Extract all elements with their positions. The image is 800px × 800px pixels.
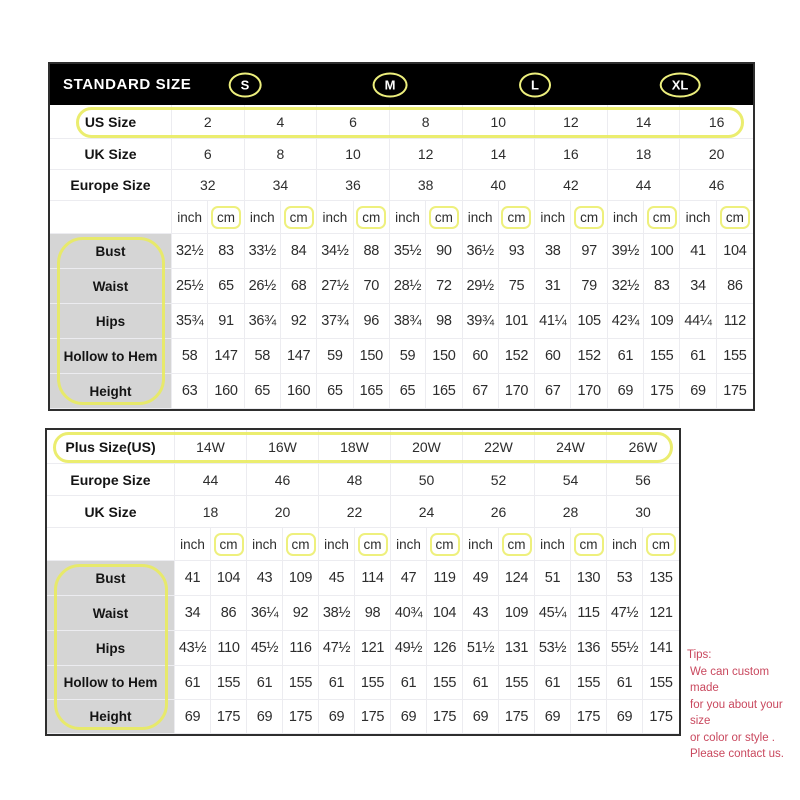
cm-highlight-box: cm <box>501 206 531 229</box>
measure-cell: 40¾ <box>391 596 427 631</box>
measure-cell: 155 <box>644 339 680 374</box>
cm-unit-cell <box>283 528 319 561</box>
size-cell: 26 <box>463 496 535 528</box>
measure-cell: 170 <box>571 374 607 409</box>
measure-cell: 175 <box>499 700 535 734</box>
inch-unit-cell: inch <box>607 528 643 561</box>
measure-cell: 112 <box>717 304 753 339</box>
measure-cell: 69 <box>608 374 644 409</box>
size-cell: 8 <box>245 139 318 170</box>
cm-unit-cell <box>717 201 753 234</box>
measure-cell: 67 <box>463 374 499 409</box>
measure-cell: 43 <box>247 561 283 596</box>
inch-unit-cell: inch <box>319 528 355 561</box>
measure-cell: 175 <box>644 374 680 409</box>
cm-highlight-box: cm <box>430 533 460 556</box>
inch-unit-cell: inch <box>535 201 571 234</box>
measure-cell: 65 <box>317 374 353 409</box>
measure-cell: 83 <box>644 269 680 304</box>
measure-cell: 131 <box>499 631 535 666</box>
measure-cell: 86 <box>717 269 753 304</box>
measure-cell: 69 <box>175 700 211 734</box>
measure-cell: 105 <box>571 304 607 339</box>
size-cell: 22W <box>463 430 535 464</box>
size-cell: 40 <box>463 170 536 201</box>
measure-cell: 32½ <box>172 234 208 269</box>
measure-cell: 41 <box>680 234 716 269</box>
measure-cell: 38¾ <box>390 304 426 339</box>
measure-cell: 100 <box>644 234 680 269</box>
size-cell: 46 <box>247 464 319 496</box>
measure-cell: 141 <box>643 631 679 666</box>
measure-cell: 97 <box>571 234 607 269</box>
size-cell: 56 <box>607 464 679 496</box>
size-cell: 54 <box>535 464 607 496</box>
size-cell: 4 <box>245 105 318 139</box>
measure-cell: 49 <box>463 561 499 596</box>
measure-cell: 31 <box>535 269 571 304</box>
size-cell: 50 <box>391 464 463 496</box>
measure-row-label: Height <box>47 700 175 734</box>
cm-unit-cell <box>426 201 462 234</box>
cm-highlight-box: cm <box>574 206 604 229</box>
cm-unit-cell <box>499 201 535 234</box>
size-badge-l: L <box>519 72 551 97</box>
inch-unit-cell: inch <box>247 528 283 561</box>
measure-cell: 39¾ <box>463 304 499 339</box>
measure-cell: 86 <box>211 596 247 631</box>
size-row-label: Plus Size(US) <box>47 430 175 464</box>
size-cell: 18 <box>175 496 247 528</box>
measure-cell: 136 <box>571 631 607 666</box>
measure-cell: 58 <box>245 339 281 374</box>
size-row-label: UK Size <box>47 496 175 528</box>
size-row-label: Europe Size <box>47 464 175 496</box>
measure-row-label: Hips <box>47 631 175 666</box>
measure-cell: 96 <box>354 304 390 339</box>
size-cell: 44 <box>175 464 247 496</box>
cm-highlight-box: cm <box>720 206 750 229</box>
size-cell: 6 <box>172 139 245 170</box>
cm-unit-cell <box>643 528 679 561</box>
size-cell: 20W <box>391 430 463 464</box>
size-cell: 52 <box>463 464 535 496</box>
measure-cell: 29½ <box>463 269 499 304</box>
cm-highlight-box: cm <box>502 533 532 556</box>
measure-cell: 27½ <box>317 269 353 304</box>
size-row-label: US Size <box>50 105 172 139</box>
measure-cell: 109 <box>283 561 319 596</box>
measure-cell: 55½ <box>607 631 643 666</box>
measure-cell: 59 <box>390 339 426 374</box>
cm-unit-cell <box>354 201 390 234</box>
measure-cell: 43 <box>463 596 499 631</box>
measure-cell: 84 <box>281 234 317 269</box>
measure-cell: 68 <box>281 269 317 304</box>
measure-cell: 61 <box>247 666 283 700</box>
cm-highlight-box: cm <box>211 206 241 229</box>
measure-cell: 92 <box>283 596 319 631</box>
measure-cell: 26½ <box>245 269 281 304</box>
measure-cell: 61 <box>607 666 643 700</box>
size-cell: 12 <box>535 105 608 139</box>
measure-cell: 155 <box>643 666 679 700</box>
measure-cell: 53 <box>607 561 643 596</box>
measure-cell: 121 <box>643 596 679 631</box>
measure-cell: 175 <box>717 374 753 409</box>
measure-cell: 69 <box>463 700 499 734</box>
cm-highlight-box: cm <box>358 533 388 556</box>
measure-cell: 104 <box>717 234 753 269</box>
cm-highlight-box: cm <box>429 206 459 229</box>
size-row-label: Europe Size <box>50 170 172 201</box>
measure-cell: 91 <box>208 304 244 339</box>
size-cell: 42 <box>535 170 608 201</box>
measure-cell: 110 <box>211 631 247 666</box>
measure-row-label: Bust <box>47 561 175 596</box>
measure-cell: 83 <box>208 234 244 269</box>
size-badge-m: M <box>373 72 408 97</box>
measure-cell: 38 <box>535 234 571 269</box>
inch-unit-cell: inch <box>463 201 499 234</box>
standard-size-header <box>50 64 753 105</box>
measure-cell: 79 <box>571 269 607 304</box>
size-cell: 24W <box>535 430 607 464</box>
size-cell: 38 <box>390 170 463 201</box>
measure-cell: 160 <box>208 374 244 409</box>
tips-line: for you about your size <box>690 698 783 727</box>
measure-cell: 51 <box>535 561 571 596</box>
cm-highlight-box: cm <box>647 206 677 229</box>
measure-cell: 41 <box>175 561 211 596</box>
measure-cell: 58 <box>172 339 208 374</box>
measure-cell: 63 <box>172 374 208 409</box>
measure-cell: 38½ <box>319 596 355 631</box>
measure-cell: 114 <box>355 561 391 596</box>
measure-cell: 44¼ <box>680 304 716 339</box>
measure-cell: 119 <box>427 561 463 596</box>
measure-cell: 69 <box>535 700 571 734</box>
measure-cell: 155 <box>355 666 391 700</box>
measure-cell: 43½ <box>175 631 211 666</box>
size-cell: 24 <box>391 496 463 528</box>
size-cell: 14 <box>608 105 681 139</box>
measure-cell: 47½ <box>319 631 355 666</box>
measure-cell: 165 <box>354 374 390 409</box>
measure-cell: 69 <box>680 374 716 409</box>
cm-unit-cell <box>427 528 463 561</box>
measure-cell: 53½ <box>535 631 571 666</box>
measure-cell: 155 <box>427 666 463 700</box>
measure-cell: 65 <box>245 374 281 409</box>
size-cell: 18 <box>608 139 681 170</box>
measure-cell: 61 <box>175 666 211 700</box>
measure-cell: 41¼ <box>535 304 571 339</box>
cm-highlight-box: cm <box>284 206 314 229</box>
measure-cell: 69 <box>391 700 427 734</box>
measure-cell: 175 <box>427 700 463 734</box>
cm-unit-cell <box>208 201 244 234</box>
inch-unit-cell: inch <box>390 201 426 234</box>
measure-cell: 45½ <box>247 631 283 666</box>
inch-unit-cell: inch <box>245 201 281 234</box>
cm-unit-cell <box>499 528 535 561</box>
cm-unit-cell <box>644 201 680 234</box>
size-cell: 16 <box>680 105 753 139</box>
measure-cell: 135 <box>643 561 679 596</box>
measure-cell: 39½ <box>608 234 644 269</box>
measure-cell: 152 <box>499 339 535 374</box>
inch-unit-cell: inch <box>535 528 571 561</box>
size-cell: 10 <box>317 139 390 170</box>
cm-unit-cell <box>571 528 607 561</box>
size-cell: 34 <box>245 170 318 201</box>
size-cell: 46 <box>680 170 753 201</box>
size-cell: 14 <box>463 139 536 170</box>
tips-line: Please contact us. <box>690 748 784 760</box>
measure-cell: 155 <box>211 666 247 700</box>
measure-cell: 60 <box>463 339 499 374</box>
measure-cell: 61 <box>391 666 427 700</box>
inch-unit-cell: inch <box>608 201 644 234</box>
measure-cell: 34 <box>175 596 211 631</box>
measure-cell: 90 <box>426 234 462 269</box>
size-cell: 6 <box>317 105 390 139</box>
inch-unit-cell: inch <box>463 528 499 561</box>
tips-line: We can custom made <box>690 665 770 694</box>
measure-cell: 47 <box>391 561 427 596</box>
measure-cell: 36¼ <box>247 596 283 631</box>
measure-cell: 160 <box>281 374 317 409</box>
measure-row-label: Waist <box>50 269 172 304</box>
size-badge-s: S <box>229 72 262 97</box>
measure-row-label: Height <box>50 374 172 409</box>
size-cell: 22 <box>319 496 391 528</box>
size-cell: 44 <box>608 170 681 201</box>
measure-row-label: Hips <box>50 304 172 339</box>
measure-cell: 59 <box>317 339 353 374</box>
unit-row-corner <box>47 528 175 561</box>
measure-cell: 34 <box>680 269 716 304</box>
measure-cell: 35½ <box>390 234 426 269</box>
size-cell: 14W <box>175 430 247 464</box>
cm-highlight-box: cm <box>356 206 386 229</box>
measure-cell: 35¾ <box>172 304 208 339</box>
measure-cell: 51½ <box>463 631 499 666</box>
measure-cell: 150 <box>354 339 390 374</box>
measure-cell: 175 <box>211 700 247 734</box>
measure-cell: 61 <box>319 666 355 700</box>
measure-cell: 72 <box>426 269 462 304</box>
measure-cell: 175 <box>283 700 319 734</box>
measure-cell: 33½ <box>245 234 281 269</box>
measure-cell: 69 <box>247 700 283 734</box>
measure-cell: 124 <box>499 561 535 596</box>
measure-cell: 175 <box>355 700 391 734</box>
measure-cell: 98 <box>426 304 462 339</box>
measure-cell: 109 <box>644 304 680 339</box>
measure-cell: 109 <box>499 596 535 631</box>
measure-cell: 45¼ <box>535 596 571 631</box>
measure-cell: 60 <box>535 339 571 374</box>
measure-cell: 150 <box>426 339 462 374</box>
size-cell: 36 <box>317 170 390 201</box>
measure-cell: 126 <box>427 631 463 666</box>
measure-cell: 104 <box>211 561 247 596</box>
size-cell: 18W <box>319 430 391 464</box>
size-cell: 16W <box>247 430 319 464</box>
cm-highlight-box: cm <box>286 533 316 556</box>
measure-cell: 92 <box>281 304 317 339</box>
size-cell: 30 <box>607 496 679 528</box>
cm-unit-cell <box>355 528 391 561</box>
measure-cell: 104 <box>427 596 463 631</box>
plus-size-table <box>45 428 681 736</box>
measure-cell: 116 <box>283 631 319 666</box>
measure-cell: 61 <box>463 666 499 700</box>
measure-cell: 67 <box>535 374 571 409</box>
tips-title: Tips: <box>687 649 712 661</box>
size-cell: 12 <box>390 139 463 170</box>
inch-unit-cell: inch <box>175 528 211 561</box>
measure-cell: 25½ <box>172 269 208 304</box>
measure-cell: 175 <box>571 700 607 734</box>
cm-unit-cell <box>211 528 247 561</box>
size-cell: 48 <box>319 464 391 496</box>
measure-cell: 36½ <box>463 234 499 269</box>
cm-highlight-box: cm <box>574 533 604 556</box>
measure-cell: 65 <box>390 374 426 409</box>
measure-cell: 32½ <box>608 269 644 304</box>
measure-cell: 98 <box>355 596 391 631</box>
measure-cell: 93 <box>499 234 535 269</box>
size-cell: 8 <box>390 105 463 139</box>
measure-cell: 42¾ <box>608 304 644 339</box>
tips-line: or color or style . <box>690 731 775 744</box>
cm-unit-cell <box>571 201 607 234</box>
measure-cell: 155 <box>717 339 753 374</box>
cm-highlight-box: cm <box>214 533 244 556</box>
measure-cell: 155 <box>283 666 319 700</box>
measure-cell: 165 <box>426 374 462 409</box>
tips-note <box>687 647 799 763</box>
measure-cell: 36¾ <box>245 304 281 339</box>
measure-cell: 152 <box>571 339 607 374</box>
measure-cell: 49½ <box>391 631 427 666</box>
measure-cell: 47½ <box>607 596 643 631</box>
unit-row-corner <box>50 201 172 234</box>
size-badge-xl: XL <box>660 72 701 97</box>
inch-unit-cell: inch <box>391 528 427 561</box>
measure-cell: 37¾ <box>317 304 353 339</box>
measure-cell: 147 <box>281 339 317 374</box>
measure-row-label: Bust <box>50 234 172 269</box>
measure-row-label: Waist <box>47 596 175 631</box>
measure-cell: 61 <box>535 666 571 700</box>
size-cell: 28 <box>535 496 607 528</box>
size-cell: 20 <box>247 496 319 528</box>
measure-cell: 61 <box>608 339 644 374</box>
measure-cell: 130 <box>571 561 607 596</box>
size-row-label: UK Size <box>50 139 172 170</box>
inch-unit-cell: inch <box>317 201 353 234</box>
size-cell: 10 <box>463 105 536 139</box>
measure-cell: 155 <box>499 666 535 700</box>
standard-size-title: STANDARD SIZE <box>63 76 192 93</box>
measure-cell: 170 <box>499 374 535 409</box>
measure-row-label: Hollow to Hem <box>47 666 175 700</box>
cm-unit-cell <box>281 201 317 234</box>
measure-cell: 34½ <box>317 234 353 269</box>
standard-size-table <box>48 62 755 411</box>
measure-cell: 147 <box>208 339 244 374</box>
size-cell: 26W <box>607 430 679 464</box>
inch-unit-cell: inch <box>172 201 208 234</box>
cm-highlight-box: cm <box>646 533 676 556</box>
measure-cell: 65 <box>208 269 244 304</box>
measure-row-label: Hollow to Hem <box>50 339 172 374</box>
measure-cell: 69 <box>607 700 643 734</box>
size-cell: 16 <box>535 139 608 170</box>
size-cell: 32 <box>172 170 245 201</box>
plus-size-grid <box>47 430 679 734</box>
size-cell: 20 <box>680 139 753 170</box>
measure-cell: 28½ <box>390 269 426 304</box>
measure-cell: 88 <box>354 234 390 269</box>
measure-cell: 61 <box>680 339 716 374</box>
measure-cell: 175 <box>643 700 679 734</box>
measure-cell: 70 <box>354 269 390 304</box>
measure-cell: 45 <box>319 561 355 596</box>
measure-cell: 101 <box>499 304 535 339</box>
measure-cell: 121 <box>355 631 391 666</box>
standard-size-grid <box>50 105 753 409</box>
measure-cell: 155 <box>571 666 607 700</box>
measure-cell: 69 <box>319 700 355 734</box>
measure-cell: 75 <box>499 269 535 304</box>
size-cell: 2 <box>172 105 245 139</box>
measure-cell: 115 <box>571 596 607 631</box>
inch-unit-cell: inch <box>680 201 716 234</box>
